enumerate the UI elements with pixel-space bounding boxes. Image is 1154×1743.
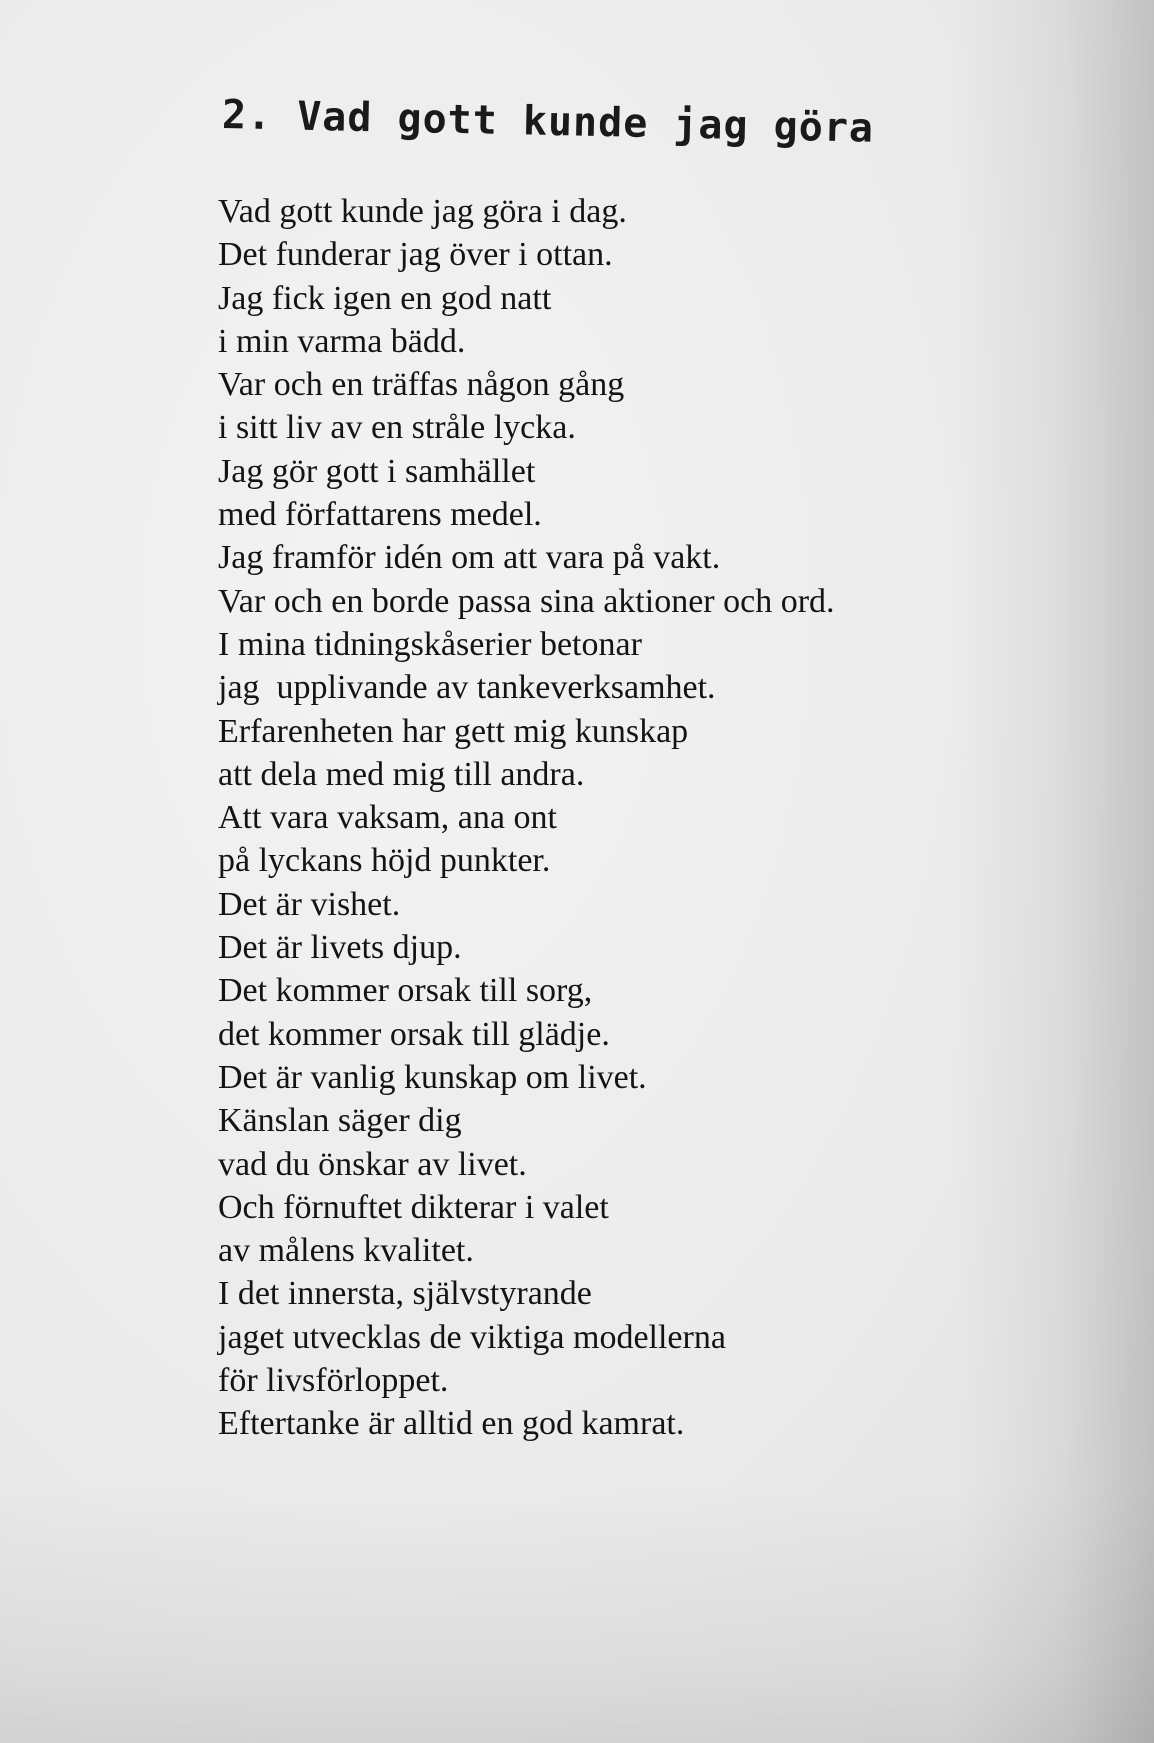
poem-line: med författarens medel. [218,496,542,534]
poem-line: jaget utvecklas de viktiga modellerna [218,1318,726,1356]
poem-line: Det kommer orsak till sorg, [218,972,593,1010]
page-bottom-shadow [0,1483,1154,1743]
poem-line: Det är livets djup. [218,929,462,967]
poem-line: Jag fick igen en god natt [218,279,552,317]
poem-line: Det är vishet. [218,885,401,923]
poem-line: Känslan säger dig [218,1102,462,1140]
poem-line: Var och en träffas någon gång [218,366,625,404]
poem-line: Och förnuftet dikterar i valet [218,1188,609,1226]
poem-line: Vad gott kunde jag göra i dag. [218,193,627,230]
poem-line: Jag framför idén om att vara på vakt. [218,539,721,577]
poem-line: I det innersta, självstyrande [218,1275,592,1313]
poem-line: för livsförloppet. [218,1362,449,1400]
poem-line: Var och en borde passa sina aktioner och ord. [218,582,835,620]
poem-title: 2. Vad gott kunde jag göra [221,92,875,152]
poem-line: I mina tidningskåserier betonar [218,625,642,663]
poem-line: Det är vanlig kunskap om livet. [218,1058,647,1096]
poem-line: på lyckans höjd punkter. [218,842,551,880]
poem-line: Att vara vaksam, ana ont [218,799,557,837]
poem-line: Eftertanke är alltid en god kamrat. [218,1405,685,1443]
poem-line: Det funderar jag över i ottan. [218,236,613,274]
poem-line: att dela med mig till andra. [218,755,585,793]
poem-line: vad du önskar av livet. [218,1145,527,1183]
poem-line: det kommer orsak till glädje. [218,1015,610,1053]
poem-line: i min varma bädd. [218,322,466,360]
poem-line: Erfarenheten har gett mig kunskap [218,712,689,750]
poem-line: jag upplivande av tankeverksamhet. [218,669,716,707]
poem-line: av målens kvalitet. [218,1232,474,1270]
poem-body [218,190,1098,1446]
poem-line: i sitt liv av en stråle lycka. [218,409,576,447]
poem-line: Jag gör gott i samhället [218,452,536,490]
